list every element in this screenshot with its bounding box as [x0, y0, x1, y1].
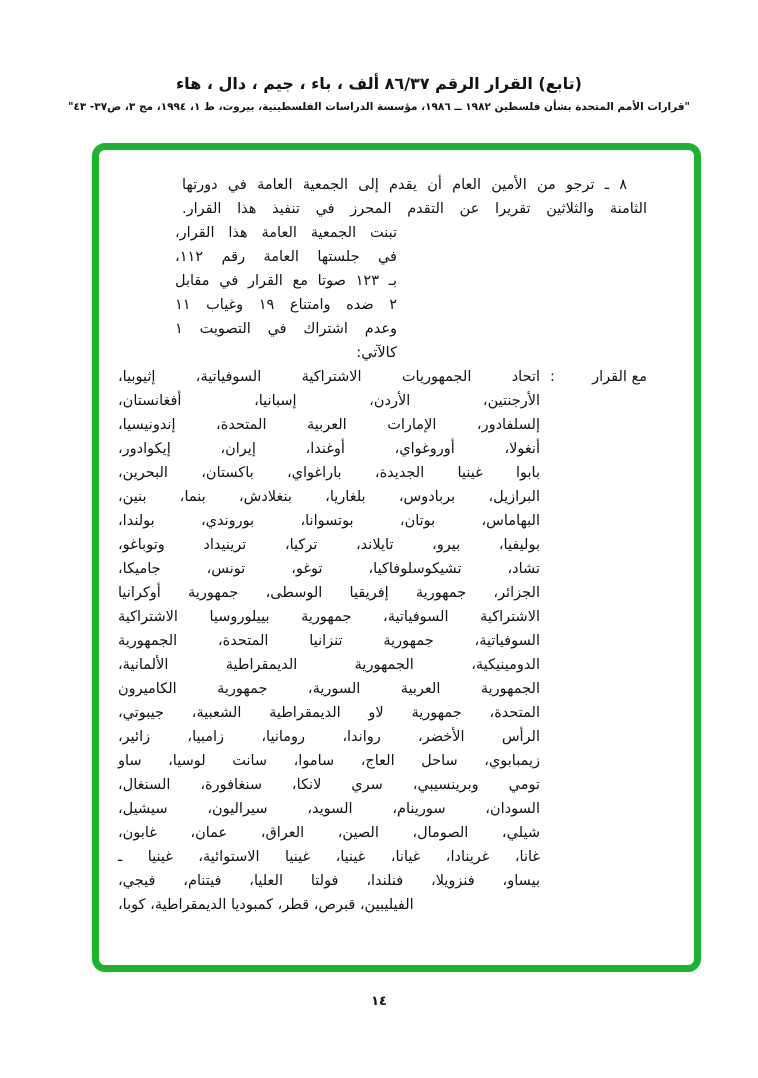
vote-country-line: زيمبابوي، ساحل العاج، ساموا، سانت لوسيا، ساو — [118, 753, 540, 769]
vote-country-line: الاشتراكية السوفياتية، جمهورية بييلوروسيا الاشتراكية — [118, 609, 540, 625]
adoption-note-block — [175, 221, 397, 365]
vote-country-line: البهاماس، بوتان، بوتسوانا، بوروندي، بولندا، — [118, 513, 540, 529]
adoption-line: في جلستها العامة رقم ١١٢، — [175, 249, 397, 265]
vote-country-line: بيساو، فنزويلا، فنلندا، فولتا العليا، فيتنام، فيجي، — [118, 873, 540, 889]
resolution-title: (تابع) القرار الرقم ٨٦/٣٧ ألف ، باء ، جيم ، دال ، هاء — [176, 74, 582, 93]
clause-line: ٨ ـ ترجو من الأمين العام أن يقدم إلى الجمعية العامة في دورتها — [182, 177, 627, 193]
adoption-line: وعدم اشتراك في التصويت ١ — [175, 321, 397, 337]
resolution-text-column — [118, 173, 647, 917]
source-citation: "قرارات الأمم المتحدة بشأن فلسطين ١٩٨٢ ــ ١٩٨٦، مؤسسة الدراسات الفلسطينية، بيروت، ط ١، ١٩٩٤، مج ٣، ص٣٧- ٤٣" — [67, 101, 691, 113]
vote-country-line: تومي وبرينسيبي، سري لانكا، سنغافورة، السنغال، — [118, 777, 540, 793]
vote-country-line: الرأس الأخضر، رواندا، رومانيا، زامبيا، زائير، — [118, 729, 540, 745]
vote-country-line: السودان، سورينام، السويد، سيراليون، سيشيل، — [118, 801, 540, 817]
vote-country-line: الأرجنتين، الأردن، إسبانيا، أفغانستان، — [118, 393, 540, 409]
vote-with-label-word: مع القرار — [592, 369, 647, 385]
vote-country-line: المتحدة، جمهورية لاو الديمقراطية الشعبية، جيبوتي، — [118, 705, 540, 721]
vote-first-row — [118, 365, 647, 389]
clause-8-paragraph — [182, 173, 647, 221]
vote-country-line: اتحاد الجمهوريات الاشتراكية السوفياتية، إثيوبيا، — [118, 369, 540, 385]
vote-country-line: غانا، غرينادا، غيانا، غينيا، غينيا الاستوائية، غينيا ـ — [118, 849, 540, 865]
vote-country-line: شيلي، الصومال، الصين، العراق، عمان، غابون، — [118, 825, 540, 841]
adoption-line: تبنت الجمعية العامة هذا القرار، — [175, 225, 397, 241]
vote-country-line: بابوا غينيا الجديدة، باراغواي، باكستان، البحرين، — [118, 465, 540, 481]
vote-with-label-colon: : — [550, 369, 555, 385]
page-number: ١٤ — [371, 994, 387, 1009]
vote-country-line: السوفياتية، جمهورية تنزانيا المتحدة، الجمهورية — [118, 633, 540, 649]
vote-with-block — [118, 365, 647, 917]
clause-line: الثامنة والثلاثين تقريرا عن التقدم المحرز في تنفيذ هذا القرار. — [182, 201, 647, 217]
vote-country-line: بوليفيا، بيرو، تايلاند، تركيا، ترينيداد وتوباغو، — [118, 537, 540, 553]
vote-country-line: الدومينيكية، الجمهورية الديمقراطية الألمانية، — [118, 657, 540, 673]
vote-country-line: أنغولا، أوروغواي، أوغندا، إيران، إيكوادور، — [118, 441, 540, 457]
vote-country-line: الجمهورية العربية السورية، جمهورية الكاميرون — [118, 681, 540, 697]
vote-country-line: الجزائر، جمهورية إفريقيا الوسطى، جمهورية أوكرانيا — [118, 585, 540, 601]
adoption-line: بـ ١٢٣ صوتا مع القرار في مقابل — [175, 273, 397, 289]
page-header — [0, 74, 758, 113]
adoption-line: ٢ ضده وامتناع ١٩ وغياب ١١ — [175, 297, 398, 313]
adoption-line: كالآتي: — [356, 345, 397, 361]
vote-country-line: إلسلفادور، الإمارات العربية المتحدة، إندونيسيا، — [118, 417, 540, 433]
vote-with-label — [540, 365, 647, 389]
vote-country-line: البرازيل، بربادوس، بلغاريا، بنغلادش، بنما، بنين، — [118, 489, 540, 505]
resolution-frame — [92, 143, 701, 972]
vote-country-line: الفيليبين، قبرص، قطر، كمبوديا الديمقراطية، كوبا، — [118, 897, 414, 913]
vote-country-line: تشاد، تشيكوسلوفاكيا، توغو، تونس، جاميكا، — [118, 561, 540, 577]
